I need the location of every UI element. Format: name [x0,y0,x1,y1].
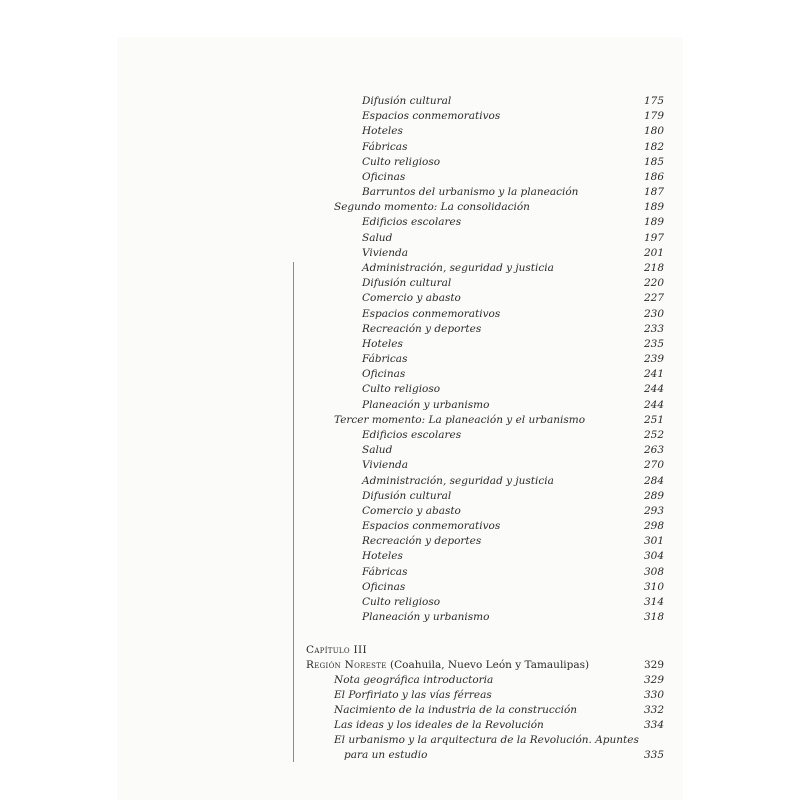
toc-entry [362,474,664,489]
toc-entry-page: 252 [643,428,664,441]
region-detail: (Coahuila, Nuevo León y Tamaulipas) [386,659,590,671]
toc-entry [362,595,664,610]
toc-entry [362,322,664,337]
toc-entry-title: Oficinas [362,170,406,183]
toc-entry [362,185,664,200]
toc-entry-title: Fábricas [362,140,408,153]
toc-entry-title: Comercio y abasto [362,292,461,305]
toc-entry [362,307,664,322]
toc-entry-page: 301 [643,535,664,548]
toc-entry-title: Vivienda [362,246,409,259]
toc-entry-page: 220 [643,277,664,290]
toc-entry-page: 185 [643,155,664,168]
toc-entry-title: Administración, seguridad y justicia [362,261,554,274]
toc-entry [362,291,664,306]
toc-entry [362,367,664,382]
toc-entry-page: 179 [643,110,664,123]
toc-entry [362,398,664,413]
toc-entry-title: Oficinas [362,368,406,381]
toc-entry [362,231,664,246]
toc-entry-page: 308 [643,565,664,578]
toc-entry-page: 318 [643,611,664,624]
toc-entry-page: 189 [643,216,664,229]
toc-entry-page: 182 [643,140,664,153]
toc-entry-title: Edificios escolares [362,216,462,229]
toc-entry-title: Difusión cultural [362,489,452,502]
toc-entry-title: Barruntos del urbanismo y la planeación [362,186,579,199]
toc-entry-title: El urbanismo y la arquitectura de la Revolución. Apuntes [334,734,639,746]
toc-entry-page: 201 [643,246,664,259]
toc-entry [334,413,664,428]
toc-entry-title: Segundo momento: La consolidación [334,201,530,214]
toc-entry-title: Edificios escolares [362,428,462,441]
chapter-label: Capítulo III [306,644,367,656]
toc-entry-page: 270 [643,459,664,472]
toc-entry-page: 235 [643,337,664,350]
toc-entry [362,94,664,109]
toc-entry-cont [334,748,664,763]
toc-entry [362,382,664,397]
toc-entry-title-line2: para un estudio [344,749,428,761]
toc-entry [334,673,664,688]
toc-entry-title: Tercer momento: La planeación y el urbanismo [334,413,586,426]
toc-entry-page: 239 [643,353,664,366]
region-page: 329 [643,659,664,671]
toc-entry-page: 289 [643,489,664,502]
toc-entry-title: Recreación y deportes [362,322,482,335]
toc-entry-page: 189 [643,201,664,214]
toc-entry-page: 332 [643,704,664,716]
toc-entry [334,703,664,718]
toc-entry-title: Comercio y abasto [362,504,461,517]
toc-entry-title: Espacios conmemorativos [362,307,501,320]
toc-entry-page: 293 [643,504,664,517]
toc-entry [362,549,664,564]
toc-entry-title: Culto religioso [362,595,441,608]
toc-entry-page: 175 [643,95,664,107]
toc-entry [362,276,664,291]
toc-entry-page: 251 [643,413,664,426]
toc-entry-page: 335 [643,749,664,761]
toc-entry [362,428,664,443]
toc-entry-page: 233 [643,322,664,335]
toc-entry [362,565,664,580]
toc-entry [334,718,664,733]
toc-entry [362,534,664,549]
toc-entry [362,337,664,352]
region-heading [306,658,664,673]
toc-entry-title: Recreación y deportes [362,535,482,548]
toc-entry-page: 329 [643,674,664,686]
toc-entry [334,200,664,215]
toc-entry-page: 241 [643,368,664,381]
toc-entry [362,261,664,276]
toc-entry [362,489,664,504]
toc-entry-title: Difusión cultural [362,95,452,107]
toc-entry-title: Planeación y urbanismo [362,398,490,411]
toc-entry-page: 284 [643,474,664,487]
toc-entry-page: 227 [643,292,664,305]
toc-entry [362,519,664,534]
toc-entry-page: 263 [643,444,664,457]
toc-entry [362,504,664,519]
toc-entry-page: 330 [643,689,664,701]
toc-entry-title: Nacimiento de la industria de la construcción [334,704,578,716]
toc-entry-page: 180 [643,125,664,138]
toc-entry-title: Fábricas [362,353,408,366]
toc-entry-page: 310 [643,580,664,593]
toc-entry-title: Culto religioso [362,155,441,168]
toc-entry-page: 187 [643,186,664,199]
toc-entry-title: Nota geográfica introductoria [334,674,494,686]
toc-entry [362,109,664,124]
toc-entry [362,580,664,595]
toc-entry-title: Salud [362,444,393,457]
chapter-heading [306,643,664,658]
toc-entry [362,155,664,170]
toc-entry [334,688,664,703]
toc-entry-title: Hoteles [362,550,403,563]
toc-entry [362,458,664,473]
toc-entry-title: Difusión cultural [362,277,452,290]
toc-entry [362,610,664,625]
toc-entry-page: 298 [643,520,664,533]
toc-entry [362,443,664,458]
toc-entry-page: 304 [643,550,664,563]
toc-entry-page: 244 [643,383,664,396]
toc-entry [362,215,664,230]
toc-entry-title: Planeación y urbanismo [362,611,490,624]
toc-entry-title: Hoteles [362,337,403,350]
toc-entry-title: Administración, seguridad y justicia [362,474,554,487]
toc-entry-title: Oficinas [362,580,406,593]
toc-entry [362,140,664,155]
toc-entry-title: Culto religioso [362,383,441,396]
toc-entry-page: 314 [643,595,664,608]
toc-entry-page: 230 [643,307,664,320]
toc-entry-page: 186 [643,170,664,183]
toc-entry [362,124,664,139]
toc-entry-title: Espacios conmemorativos [362,110,501,123]
toc-entry-title: Salud [362,231,393,244]
toc-entry-title: El Porfiriato y las vías férreas [334,689,492,701]
toc-entry-page: 218 [643,261,664,274]
toc-entry-page: 197 [643,231,664,244]
toc-entry [362,352,664,367]
region-name: Región Noreste [306,659,387,671]
toc-entry-title: Fábricas [362,565,408,578]
toc-entry [362,170,664,185]
toc-entry-title: Espacios conmemorativos [362,520,501,533]
toc-entry-page: 244 [643,398,664,411]
toc-entry-title: Hoteles [362,125,403,138]
toc-entry-title: Vivienda [362,459,409,472]
toc-entry [362,246,664,261]
toc-entry-title: Las ideas y los ideales de la Revolución [334,719,544,731]
toc-entry [334,733,664,748]
toc-entry-page: 334 [643,719,664,731]
